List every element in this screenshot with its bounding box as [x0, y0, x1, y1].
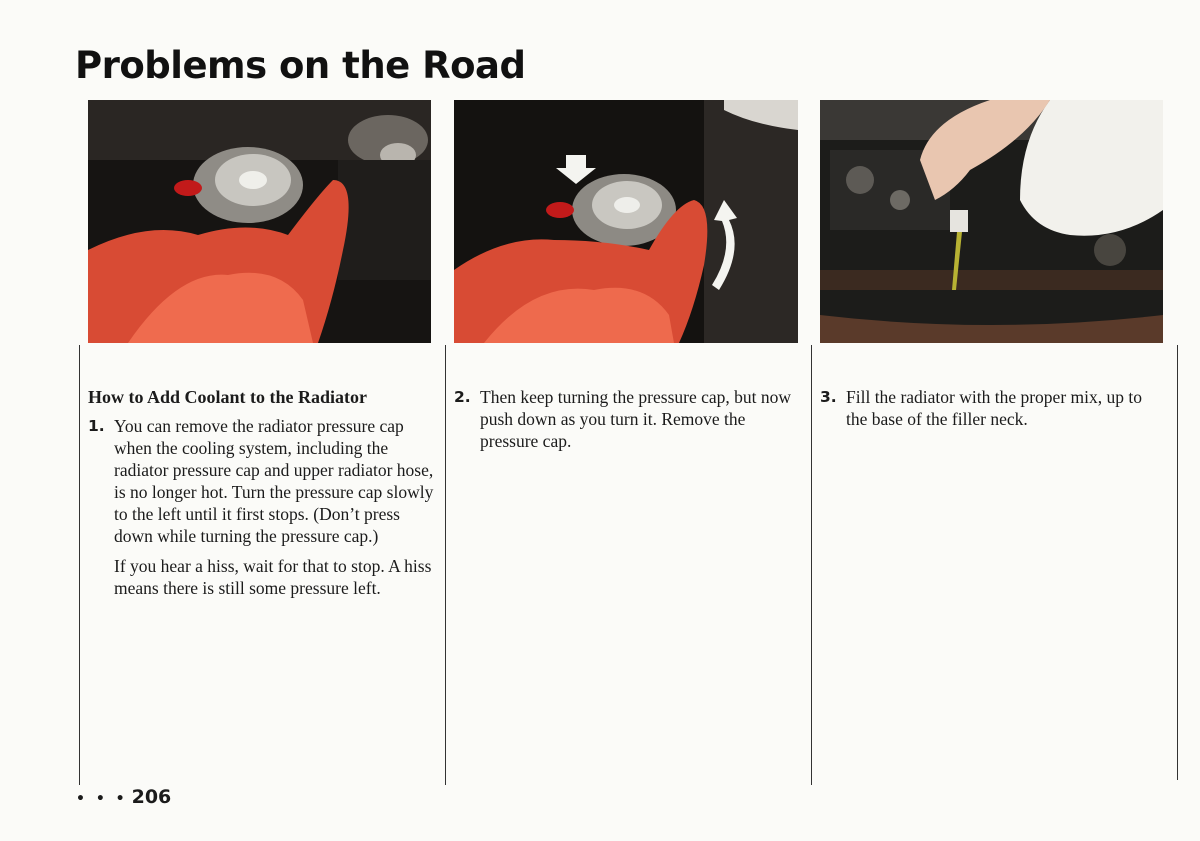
page-title: Problems on the Road: [75, 44, 526, 87]
step-text: Then keep turning the pressure cap, but now push down as you turn it. Remove the pressure cap.: [480, 387, 792, 451]
column-step-2: [454, 386, 799, 452]
step-1: [88, 415, 438, 547]
photo-hand-turning-radiator-cap: [88, 100, 431, 343]
step-number: 3.: [820, 388, 837, 406]
column-rule-3: [811, 345, 812, 785]
step-2: [454, 386, 799, 452]
section-heading: How to Add Coolant to the Radiator: [88, 387, 368, 407]
page-number: [76, 786, 171, 808]
step-3: [820, 386, 1165, 430]
photo-pouring-coolant: [820, 100, 1163, 343]
step-text: You can remove the radiator pressure cap when the cooling system, including the radiator pressure cap and upper radiator hose, is no longer hot. Turn the pressure cap slowly to the left until it first stops. (Don’t press down while turning the pressure cap.): [114, 416, 434, 546]
column-step-3: [820, 386, 1165, 430]
column-rule-2: [445, 345, 446, 785]
photo-push-down-and-turn-cap: [454, 100, 798, 343]
page-dots: • • •: [76, 791, 128, 807]
column-rule-left: [79, 345, 80, 785]
column-rule-right: [1177, 345, 1178, 780]
page-number-value: 206: [131, 786, 172, 808]
step-note: If you hear a hiss, wait for that to stop. A hiss means there is still some pressure left.: [114, 556, 432, 598]
step-number: 1.: [88, 417, 105, 435]
step-text: Fill the radiator with the proper mix, up to the base of the filler neck.: [846, 387, 1142, 429]
column-step-1: [88, 386, 438, 599]
step-number: 2.: [454, 388, 471, 406]
